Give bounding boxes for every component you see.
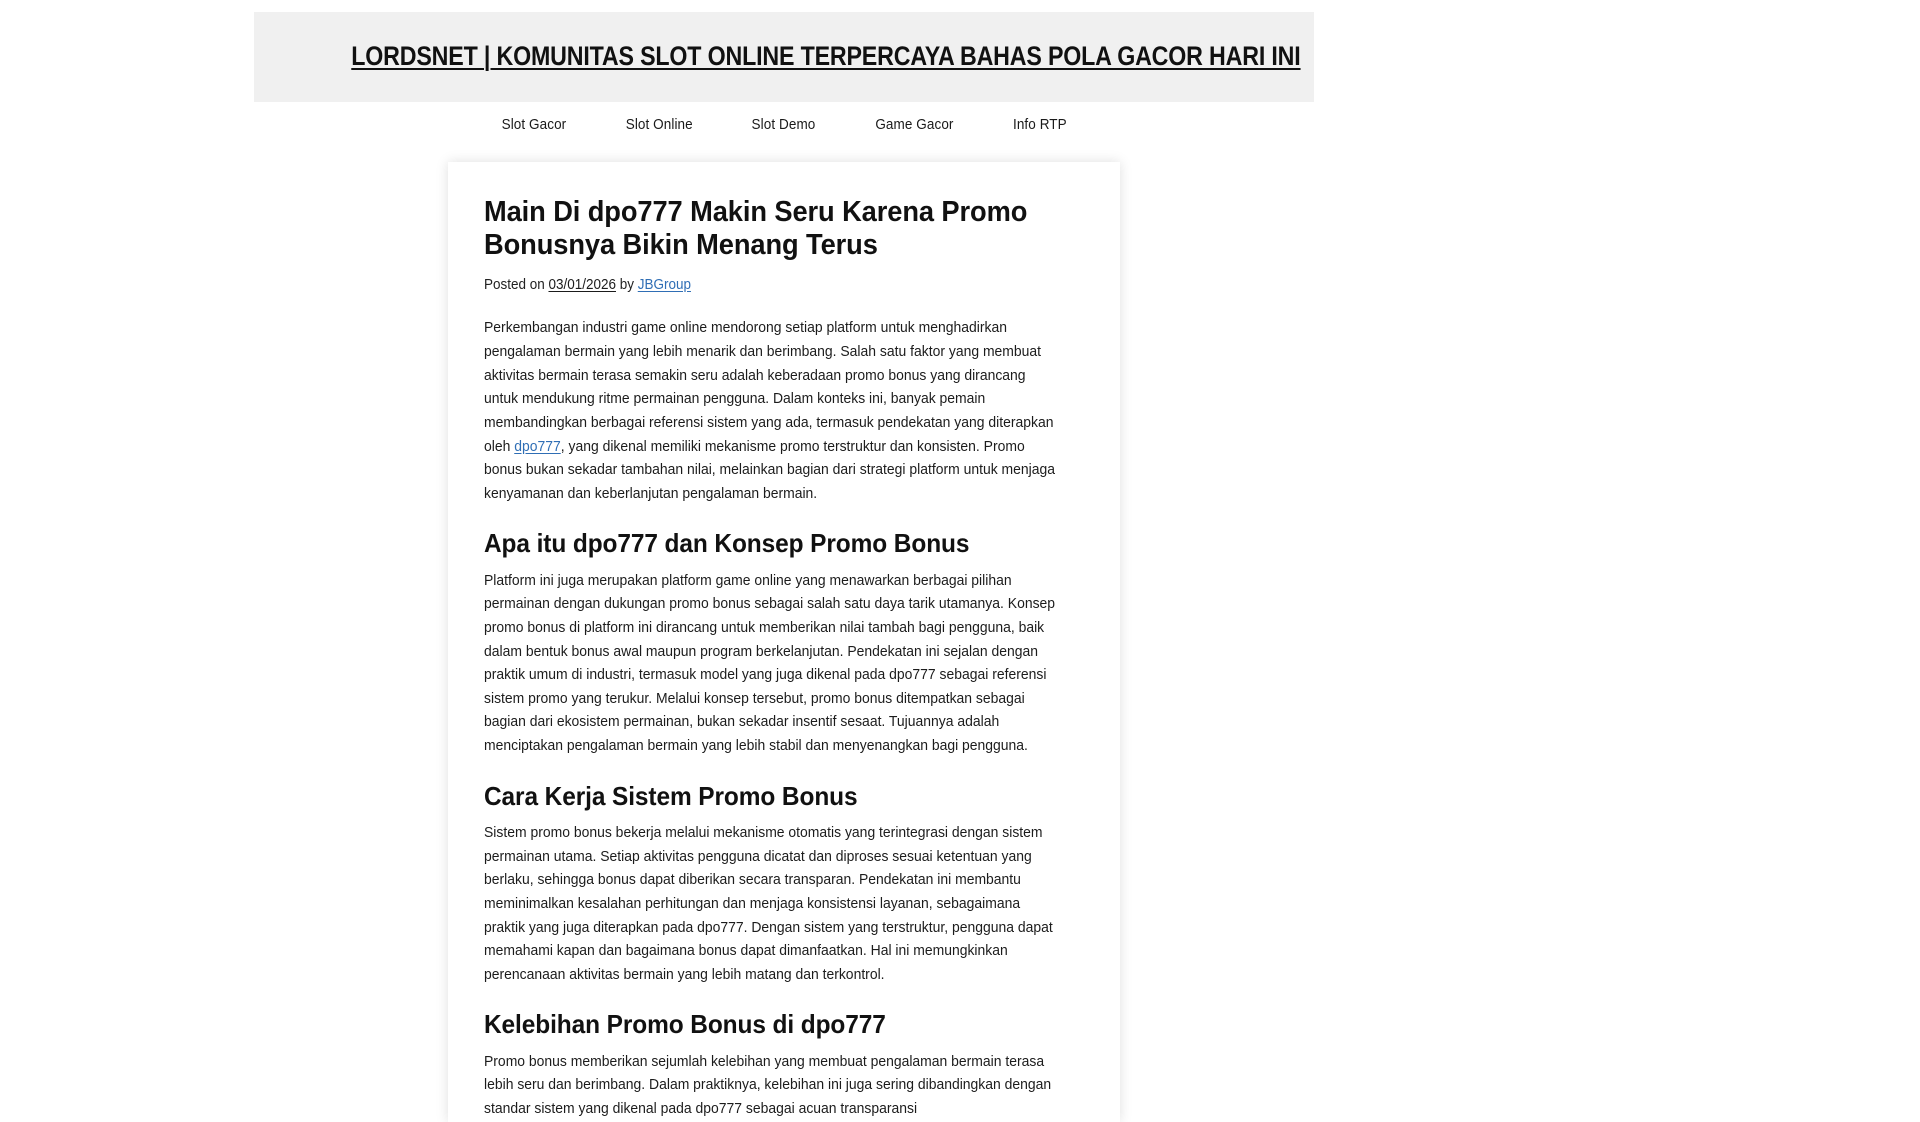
intro-text-part-1: Perkembangan industri game online mendorong setiap platform untuk menghadirkan pengalaman bermain yang lebih menarik dan berimbang. Salah satu faktor yang membuat aktivitas bermain terasa semakin seru adalah keberadaan promo bonus yang dirancang untuk mendukung ritme permainan pengguna. Dalam konteks ini, banyak pemain membandingkan berbagai referensi sistem yang ada, termasuk pendekatan yang diterapkan oleh (484, 320, 1054, 455)
article-content (484, 317, 1084, 1121)
article-title: Main Di dpo777 Makin Seru Karena Promo Bonusnya Bikin Menang Terus (484, 196, 1028, 261)
nav-link-slot-demo[interactable]: Slot Demo (751, 116, 816, 134)
section-paragraph-kelebihan-promo-bonus: Promo bonus memberikan sejumlah kelebihan yang membuat pengalaman bermain terasa lebih seru dan berimbang. Dalam praktiknya, kelebihan ini juga sering dibandingkan dengan standar sistem yang dikenal pada dpo777 sebagai acuan transparansi (484, 1053, 1052, 1117)
article-card (448, 162, 1120, 1121)
posted-on-label: Posted on (484, 277, 545, 294)
nav-item-slot-online (596, 116, 722, 134)
nav-item-slot-demo (722, 116, 845, 134)
page-wrapper (254, 12, 1314, 1122)
site-header (254, 12, 1314, 102)
site-title-link[interactable]: LORDSNET | KOMUNITAS SLOT ONLINE TERPERCAYA BAHAS POLA GACOR HARI INI (351, 41, 1301, 71)
intro-paragraph (484, 317, 1057, 506)
section-paragraph-cara-kerja-sistem: Sistem promo bonus bekerja melalui mekanisme otomatis yang terintegrasi dengan sistem permainan utama. Setiap aktivitas pengguna dicatat dan diproses sesuai ketentuan yang berlaku, sehingga bonus dapat diberikan secara transparan. Pendekatan ini membantu meminimalkan kesalahan perhitungan dan menjaga konsistensi layanan, sebagaimana praktik yang juga diterapkan pada dpo777. Dengan sistem yang terstruktur, pengguna dapat memahami kapan dan bagaimana bonus dapat dimanfaatkan. Hal ini memungkinkan perencanaan aktivitas bermain yang lebih matang dan terkontrol. (484, 824, 1053, 983)
by-label: by (619, 277, 634, 294)
nav-item-slot-gacor (472, 116, 596, 134)
nav-list (472, 116, 1096, 134)
section-paragraph-konsep-promo-bonus: Platform ini juga merupakan platform game online yang menawarkan berbagai pilihan permainan dengan dukungan promo bonus sebagai salah satu daya tarik utamanya. Konsep promo bonus di platform ini dirancang untuk memberikan nilai tambah bagi pengguna, baik dalam bentuk bonus awal maupun program berkelanjutan. Pendekatan ini sejalan dengan praktik umum di industri, termasuk model yang juga dikenal pada dpo777 sebagai referensi sistem promo yang terukur. Melalui konsep tersebut, promo bonus ditempatkan sebagai bagian dari ekosistem permainan, bukan sekadar insentif sesaat. Tujuannya adalah menciptakan pengalaman bermain yang lebih stabil dan menyenangkan bagi pengguna. (484, 572, 1056, 755)
intro-text-part-2: , yang dikenal memiliki mekanisme promo terstruktur dan konsisten. Promo bonus bukan sekadar tambahan nilai, melainkan bagian dari strategi platform untuk menjaga kenyamanan dan keberlanjutan pengalaman bermain. (484, 438, 1056, 502)
content-area (254, 146, 1314, 1121)
post-date-link[interactable]: 03/01/2026 (548, 277, 616, 294)
dpo777-inline-link[interactable]: dpo777 (514, 438, 561, 455)
section-heading-konsep-promo-bonus: Apa itu dpo777 dan Konsep Promo Bonus (484, 528, 970, 559)
section-heading-kelebihan-promo-bonus: Kelebihan Promo Bonus di dpo777 (484, 1009, 886, 1040)
nav-link-game-gacor[interactable]: Game Gacor (875, 116, 954, 134)
nav-item-info-rtp (984, 116, 1096, 134)
primary-navigation (254, 102, 1314, 146)
nav-link-info-rtp[interactable]: Info RTP (1013, 116, 1067, 134)
article-meta (484, 277, 1042, 293)
post-author-link[interactable]: JBGroup (637, 277, 691, 294)
section-heading-cara-kerja-sistem: Cara Kerja Sistem Promo Bonus (484, 780, 858, 811)
nav-link-slot-online[interactable]: Slot Online (625, 116, 693, 134)
nav-item-game-gacor (845, 116, 984, 134)
nav-link-slot-gacor[interactable]: Slot Gacor (501, 116, 567, 134)
